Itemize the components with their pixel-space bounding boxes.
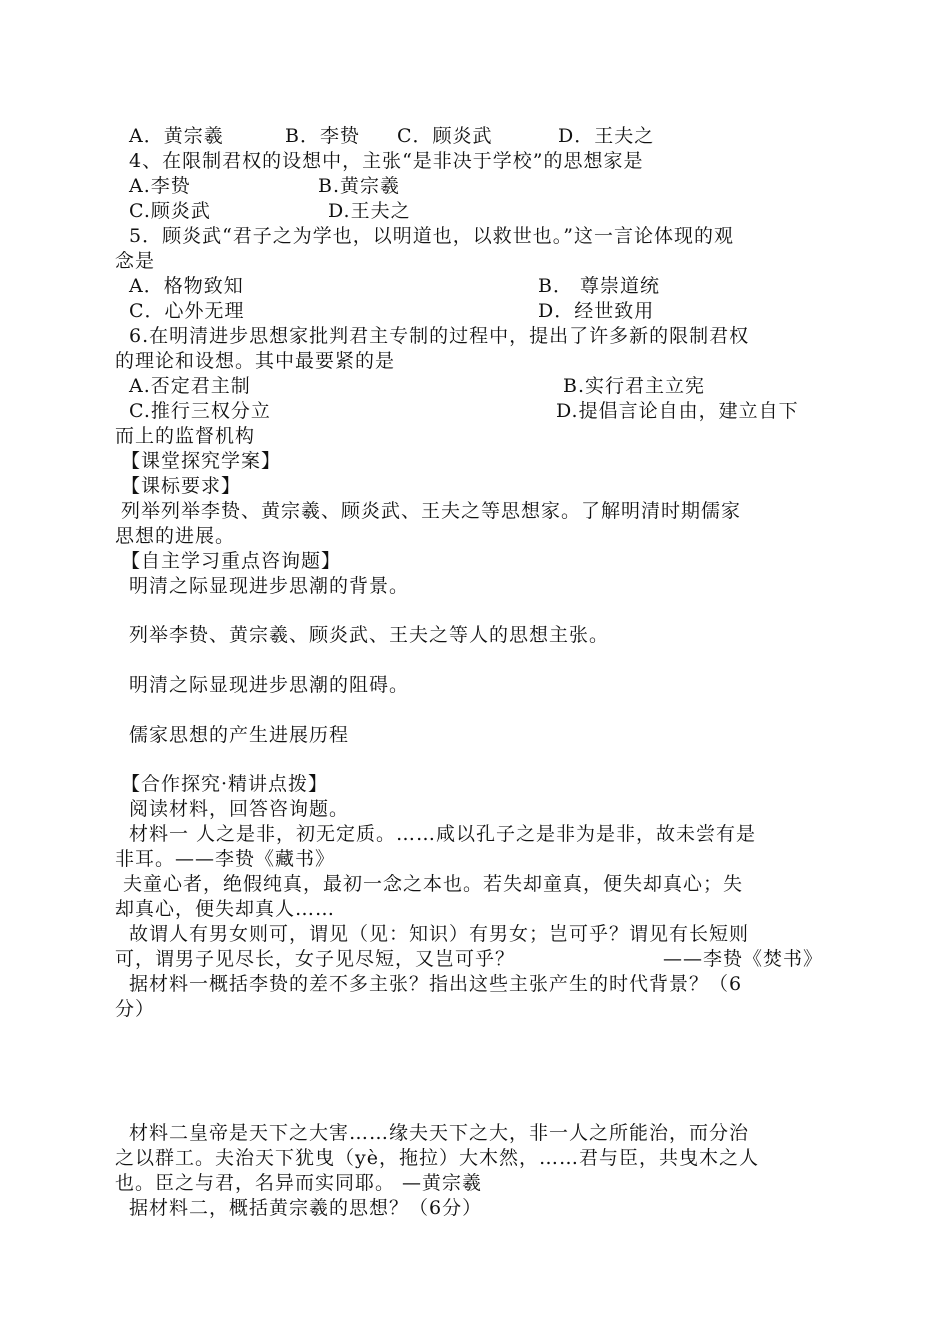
q5-stem-cont: 念是 <box>115 250 156 272</box>
q4-option-a: A.李贽 <box>129 175 191 197</box>
material-1-line-1: 材料一 人之是非，初无定质。……咸以孔子之是非为是非，故未尝有是 <box>129 823 757 845</box>
q5-option-d: D．经世致用 <box>538 300 655 322</box>
q4-options-row1 <box>115 174 835 199</box>
q5-option-a: A．格物致知 <box>129 275 244 297</box>
q6-options-row2 <box>115 399 835 424</box>
q4-option-b: B.黄宗羲 <box>318 175 401 197</box>
q3-options <box>115 124 835 149</box>
q4-option-d: D.王夫之 <box>328 200 411 222</box>
cooperation-instruction: 阅读材料，回答咨询题。 <box>129 798 350 820</box>
q5-options-row2 <box>115 299 835 324</box>
q5-option-c: C．心外无理 <box>129 300 245 322</box>
material-1-line-6: 可，谓男子见尽长，女子见尽短，又岂可乎？ ——李贽《焚书》 <box>115 948 824 970</box>
q6-option-a: A.否定君主制 <box>129 375 251 397</box>
q3-option-b: B．李贽 <box>285 125 360 147</box>
q3-option-c: C．顾炎武 <box>397 125 493 147</box>
section-heading-self-study: 【自主学习重点咨询题】 <box>121 550 342 572</box>
q6-stem: 6.在明清进步思想家批判君主专制的过程中，提出了许多新的限制君权 <box>129 325 750 347</box>
material-2-line-3: 也。臣之与君，名异而实同耶。 —黄宗羲 <box>115 1172 483 1194</box>
q6-options-row1 <box>115 374 835 399</box>
standard-text-cont: 思想的进展。 <box>115 525 236 547</box>
self-study-item-2: 列举李贽、黄宗羲、顾炎武、王夫之等人的思想主张。 <box>129 624 610 646</box>
self-study-item-4: 儒家思想的产生进展历程 <box>129 724 350 746</box>
q5-option-b: B． 尊崇道统 <box>538 275 661 297</box>
material-2-line-2: 之以群工。夫治天下犹曳（yè，拖拉）大木然，……君与臣，共曳木之人 <box>115 1147 759 1169</box>
q6-stem-cont: 的理论和设想。其中最要紧的是 <box>115 350 396 372</box>
q4-stem: 4、在限制君权的设想中，主张“是非决于学校”的思想家是 <box>129 150 644 172</box>
q3-option-d: D．王夫之 <box>558 125 655 147</box>
section-heading-cooperation: 【合作探究·精讲点拨】 <box>121 773 329 795</box>
question-1-line-1: 据材料一概括李贽的差不多主张？指出这些主张产生的时代背景？（6 <box>129 973 743 995</box>
q4-options-row2 <box>115 199 835 224</box>
standard-text: 列举列举李贽、黄宗羲、顾炎武、王夫之等思想家。了解明清时期儒家 <box>121 500 742 522</box>
material-1-source: ——李贽《焚书》 <box>663 948 824 970</box>
q6-option-d: D.提倡言论自由，建立自下 <box>556 400 799 422</box>
q5-stem: 5．顾炎武“君子之为学也，以明道也，以救世也。”这一言论体现的观 <box>129 225 735 247</box>
section-heading-classroom: 【课堂探究学案】 <box>121 450 282 472</box>
material-1-line-4: 却真心，便失却真人…… <box>115 898 336 920</box>
material-2-line-1: 材料二皇帝是天下之大害……缘夫天下之大，非一人之所能治，而分治 <box>129 1122 750 1144</box>
q3-option-a: A．黄宗羲 <box>129 125 224 147</box>
material-1-line-5: 故谓人有男女则可，谓见（见：知识）有男女；岂可乎？谓见有长短则 <box>129 923 750 945</box>
q5-options-row1 <box>115 274 835 299</box>
q6-option-b: B.实行君主立宪 <box>563 375 706 397</box>
self-study-item-3: 明清之际显现进步思潮的阻碍。 <box>129 674 410 696</box>
question-1-line-2: 分） <box>115 998 156 1020</box>
q4-option-c: C.顾炎武 <box>129 200 211 222</box>
q6-option-d-cont: 而上的监督机构 <box>115 425 256 447</box>
question-2: 据材料二，概括黄宗羲的思想？（6分） <box>129 1197 483 1219</box>
material-1-line-3: 夫童心者，绝假纯真，最初一念之本也。若失却童真，便失却真心；失 <box>123 873 744 895</box>
q6-option-c: C.推行三权分立 <box>129 400 271 422</box>
section-heading-standard: 【课标要求】 <box>121 475 242 497</box>
self-study-item-1: 明清之际显现进步思潮的背景。 <box>129 575 410 597</box>
material-1-line-2: 非耳。——李贽《藏书》 <box>115 848 336 870</box>
